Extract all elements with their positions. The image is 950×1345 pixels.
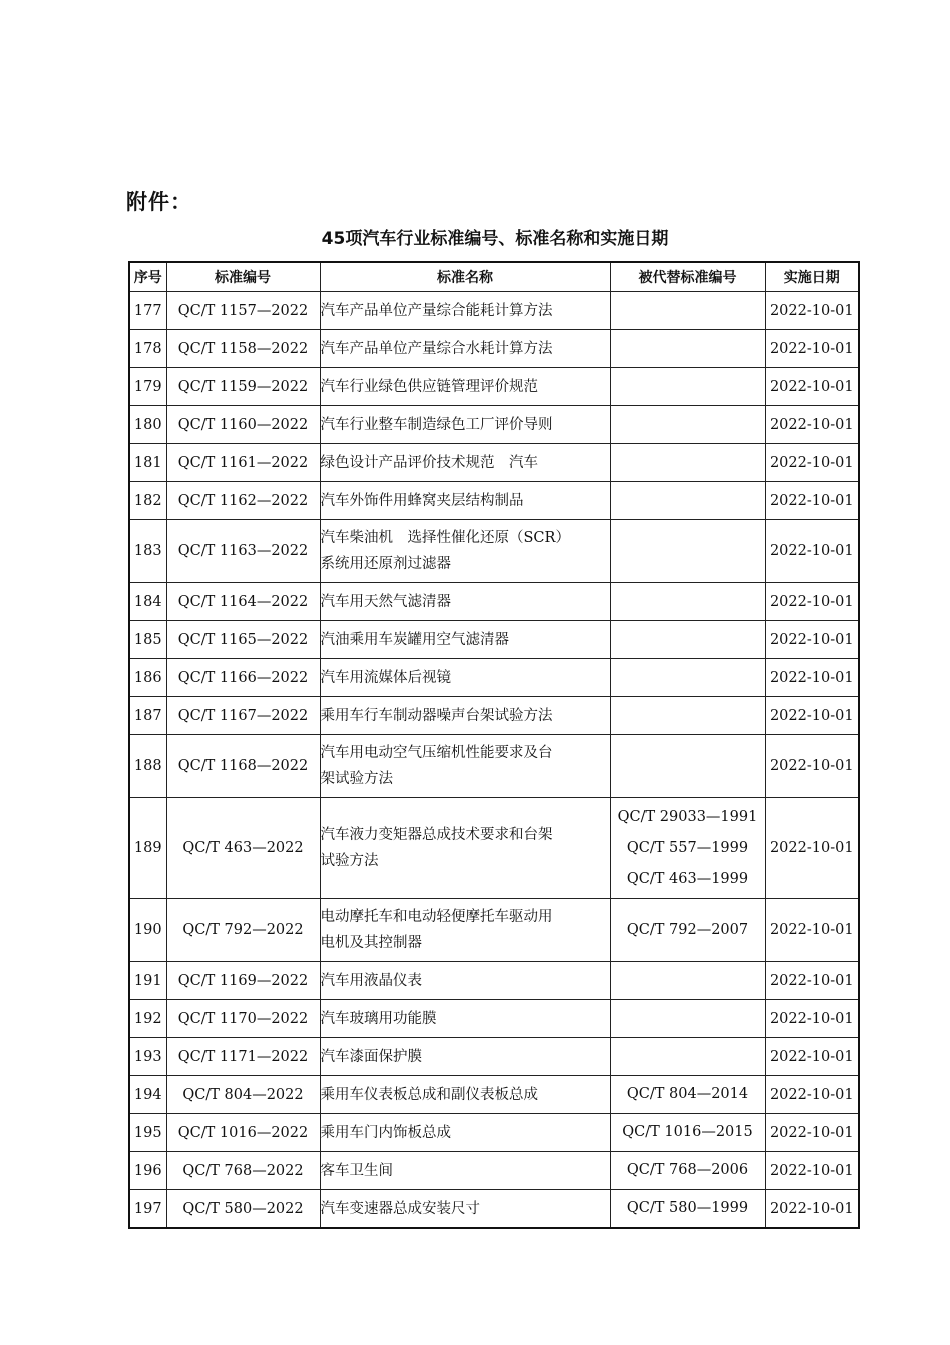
table-row xyxy=(129,1000,859,1038)
header-effective-date: 实施日期 xyxy=(765,262,859,292)
cell-serial-no: 192 xyxy=(129,1000,166,1038)
cell-standard-name xyxy=(320,899,610,962)
cell-replaced-code xyxy=(610,368,765,406)
cell-standard-code: QC/T 1165—2022 xyxy=(166,621,320,659)
cell-replaced-code xyxy=(610,798,765,899)
table-row xyxy=(129,735,859,798)
cell-effective-date: 2022-10-01 xyxy=(765,798,859,899)
cell-replaced-code xyxy=(610,406,765,444)
standard-name-line: 汽车柴油机 选择性催化还原（SCR） xyxy=(320,530,570,546)
table-row xyxy=(129,697,859,735)
cell-standard-code: QC/T 1167—2022 xyxy=(166,697,320,735)
cell-standard-name xyxy=(320,697,610,735)
cell-standard-code: QC/T 1166—2022 xyxy=(166,659,320,697)
cell-standard-code: QC/T 1160—2022 xyxy=(166,406,320,444)
document-title: 45项汽车行业标准编号、标准名称和实施日期 xyxy=(321,229,669,249)
cell-serial-no: 194 xyxy=(129,1076,166,1114)
table-row xyxy=(129,520,859,583)
cell-standard-name xyxy=(320,368,610,406)
table-row xyxy=(129,368,859,406)
cell-serial-no: 177 xyxy=(129,292,166,330)
replaced-code-line: QC/T 580—1999 xyxy=(626,1200,749,1216)
cell-serial-no: 186 xyxy=(129,659,166,697)
cell-serial-no: 188 xyxy=(129,735,166,798)
table-row xyxy=(129,798,859,899)
cell-effective-date: 2022-10-01 xyxy=(765,330,859,368)
standard-name-line: 汽车漆面保护膜 xyxy=(320,1048,422,1065)
standard-name-line: 汽车行业整车制造绿色工厂评价导则 xyxy=(320,416,553,433)
cell-serial-no: 182 xyxy=(129,482,166,520)
table-row xyxy=(129,406,859,444)
replaced-code-line: QC/T 1016—2015 xyxy=(622,1124,753,1140)
cell-replaced-code xyxy=(610,482,765,520)
table-row xyxy=(129,1038,859,1076)
standard-name-line: 汽车行业绿色供应链管理评价规范 xyxy=(320,378,538,395)
cell-standard-code: QC/T 1158—2022 xyxy=(166,330,320,368)
table-body xyxy=(129,292,859,1229)
standard-name-line: 汽车液力变矩器总成技术要求和台架 xyxy=(320,827,553,843)
cell-replaced-code xyxy=(610,444,765,482)
header-standard-code: 标准编号 xyxy=(166,262,320,292)
standard-name-line: 系统用还原剂过滤器 xyxy=(320,556,451,572)
cell-standard-code: QC/T 1161—2022 xyxy=(166,444,320,482)
cell-standard-name xyxy=(320,1000,610,1038)
standard-name-line: 乘用车仪表板总成和副仪表板总成 xyxy=(320,1086,538,1103)
cell-standard-name xyxy=(320,406,610,444)
cell-serial-no: 179 xyxy=(129,368,166,406)
standard-name-line: 汽车用液晶仪表 xyxy=(320,972,422,989)
table-row xyxy=(129,1190,859,1229)
cell-standard-name xyxy=(320,482,610,520)
cell-replaced-code xyxy=(610,520,765,583)
cell-serial-no: 185 xyxy=(129,621,166,659)
standard-name-line: 客车卫生间 xyxy=(320,1162,393,1179)
cell-effective-date: 2022-10-01 xyxy=(765,406,859,444)
cell-serial-no: 191 xyxy=(129,962,166,1000)
cell-effective-date: 2022-10-01 xyxy=(765,1152,859,1190)
cell-standard-name xyxy=(320,330,610,368)
table-row xyxy=(129,292,859,330)
cell-standard-code: QC/T 1169—2022 xyxy=(166,962,320,1000)
cell-standard-code: QC/T 1157—2022 xyxy=(166,292,320,330)
header-standard-name: 标准名称 xyxy=(320,262,610,292)
cell-effective-date: 2022-10-01 xyxy=(765,292,859,330)
attachment-label: 附件： xyxy=(126,190,192,214)
standard-name-line: 汽车外饰件用蜂窝夹层结构制品 xyxy=(320,492,524,509)
cell-replaced-code xyxy=(610,621,765,659)
cell-standard-code: QC/T 1159—2022 xyxy=(166,368,320,406)
table-row xyxy=(129,330,859,368)
standard-name-line: 绿色设计产品评价技术规范 汽车 xyxy=(320,454,538,471)
cell-standard-name xyxy=(320,659,610,697)
table-header-row xyxy=(129,262,859,292)
replaced-code-line: QC/T 463—1999 xyxy=(626,870,749,887)
cell-effective-date: 2022-10-01 xyxy=(765,444,859,482)
cell-standard-code: QC/T 1163—2022 xyxy=(166,520,320,583)
replaced-code-line: QC/T 29033—1991 xyxy=(617,808,758,825)
standard-name-line: 汽车玻璃用功能膜 xyxy=(320,1010,437,1027)
cell-replaced-code xyxy=(610,899,765,962)
standard-name-line: 汽车用电动空气压缩机性能要求及台 xyxy=(320,745,553,761)
cell-replaced-code xyxy=(610,659,765,697)
cell-effective-date: 2022-10-01 xyxy=(765,520,859,583)
standards-table xyxy=(128,261,860,1229)
cell-effective-date: 2022-10-01 xyxy=(765,1076,859,1114)
cell-standard-code: QC/T 1171—2022 xyxy=(166,1038,320,1076)
standard-name-line: 汽车产品单位产量综合能耗计算方法 xyxy=(320,302,553,319)
cell-effective-date: 2022-10-01 xyxy=(765,368,859,406)
table-row xyxy=(129,899,859,962)
table-row xyxy=(129,659,859,697)
table-row xyxy=(129,962,859,1000)
cell-standard-code: QC/T 1168—2022 xyxy=(166,735,320,798)
cell-effective-date: 2022-10-01 xyxy=(765,697,859,735)
cell-replaced-code xyxy=(610,1114,765,1152)
cell-standard-name xyxy=(320,1076,610,1114)
cell-replaced-code xyxy=(610,735,765,798)
replaced-code-line: QC/T 557—1999 xyxy=(626,839,749,856)
cell-effective-date: 2022-10-01 xyxy=(765,1114,859,1152)
cell-standard-name xyxy=(320,292,610,330)
cell-serial-no: 190 xyxy=(129,899,166,962)
replaced-code-line: QC/T 804—2014 xyxy=(626,1086,749,1102)
cell-standard-code: QC/T 1170—2022 xyxy=(166,1000,320,1038)
cell-serial-no: 189 xyxy=(129,798,166,899)
standard-name-line: 架试验方法 xyxy=(320,771,393,787)
cell-replaced-code xyxy=(610,583,765,621)
standard-name-line: 乘用车行车制动器噪声台架试验方法 xyxy=(320,707,553,724)
standard-name-line: 电动摩托车和电动轻便摩托车驱动用 xyxy=(320,909,553,925)
cell-standard-name xyxy=(320,621,610,659)
cell-standard-code: QC/T 804—2022 xyxy=(166,1076,320,1114)
cell-serial-no: 187 xyxy=(129,697,166,735)
cell-standard-name xyxy=(320,962,610,1000)
table-row xyxy=(129,583,859,621)
cell-replaced-code xyxy=(610,1038,765,1076)
cell-standard-name xyxy=(320,1114,610,1152)
cell-effective-date: 2022-10-01 xyxy=(765,1190,859,1229)
cell-standard-code: QC/T 463—2022 xyxy=(166,798,320,899)
cell-effective-date: 2022-10-01 xyxy=(765,899,859,962)
cell-effective-date: 2022-10-01 xyxy=(765,962,859,1000)
standard-name-line: 汽车用天然气滤清器 xyxy=(320,593,451,610)
cell-standard-name xyxy=(320,444,610,482)
cell-standard-code: QC/T 792—2022 xyxy=(166,899,320,962)
cell-standard-code: QC/T 1164—2022 xyxy=(166,583,320,621)
cell-serial-no: 193 xyxy=(129,1038,166,1076)
cell-standard-name xyxy=(320,735,610,798)
cell-serial-no: 184 xyxy=(129,583,166,621)
standard-name-line: 汽车产品单位产量综合水耗计算方法 xyxy=(320,340,553,357)
cell-effective-date: 2022-10-01 xyxy=(765,735,859,798)
cell-replaced-code xyxy=(610,292,765,330)
cell-effective-date: 2022-10-01 xyxy=(765,482,859,520)
cell-replaced-code xyxy=(610,962,765,1000)
cell-effective-date: 2022-10-01 xyxy=(765,1038,859,1076)
cell-standard-code: QC/T 768—2022 xyxy=(166,1152,320,1190)
standard-name-line: 乘用车门内饰板总成 xyxy=(320,1124,451,1141)
header-serial-no: 序号 xyxy=(129,262,166,292)
standard-name-line: 汽车变速器总成安装尺寸 xyxy=(320,1200,480,1217)
replaced-code-line: QC/T 792—2007 xyxy=(626,921,749,938)
table-row xyxy=(129,621,859,659)
cell-standard-name xyxy=(320,1038,610,1076)
standard-name-line: 电机及其控制器 xyxy=(320,935,422,951)
cell-replaced-code xyxy=(610,1190,765,1229)
table-header xyxy=(129,262,859,292)
cell-serial-no: 196 xyxy=(129,1152,166,1190)
cell-standard-name xyxy=(320,1152,610,1190)
cell-standard-name xyxy=(320,520,610,583)
cell-replaced-code xyxy=(610,697,765,735)
cell-serial-no: 180 xyxy=(129,406,166,444)
cell-effective-date: 2022-10-01 xyxy=(765,1000,859,1038)
cell-effective-date: 2022-10-01 xyxy=(765,659,859,697)
cell-serial-no: 197 xyxy=(129,1190,166,1229)
replaced-code-line: QC/T 768—2006 xyxy=(626,1162,749,1178)
cell-standard-code: QC/T 1162—2022 xyxy=(166,482,320,520)
standard-name-line: 试验方法 xyxy=(320,853,379,869)
table-row xyxy=(129,482,859,520)
cell-serial-no: 181 xyxy=(129,444,166,482)
cell-standard-code: QC/T 1016—2022 xyxy=(166,1114,320,1152)
cell-replaced-code xyxy=(610,330,765,368)
standard-name-line: 汽车用流媒体后视镜 xyxy=(320,669,451,686)
cell-serial-no: 178 xyxy=(129,330,166,368)
cell-serial-no: 183 xyxy=(129,520,166,583)
header-replaced-code: 被代替标准编号 xyxy=(610,262,765,292)
standard-name-line: 汽油乘用车炭罐用空气滤清器 xyxy=(320,631,509,648)
cell-serial-no: 195 xyxy=(129,1114,166,1152)
table-row xyxy=(129,444,859,482)
cell-standard-name xyxy=(320,798,610,899)
cell-replaced-code xyxy=(610,1076,765,1114)
table-row xyxy=(129,1152,859,1190)
cell-effective-date: 2022-10-01 xyxy=(765,621,859,659)
cell-standard-name xyxy=(320,583,610,621)
cell-standard-code: QC/T 580—2022 xyxy=(166,1190,320,1229)
table-row xyxy=(129,1076,859,1114)
cell-standard-name xyxy=(320,1190,610,1229)
cell-replaced-code xyxy=(610,1152,765,1190)
table-row xyxy=(129,1114,859,1152)
cell-replaced-code xyxy=(610,1000,765,1038)
cell-effective-date: 2022-10-01 xyxy=(765,583,859,621)
